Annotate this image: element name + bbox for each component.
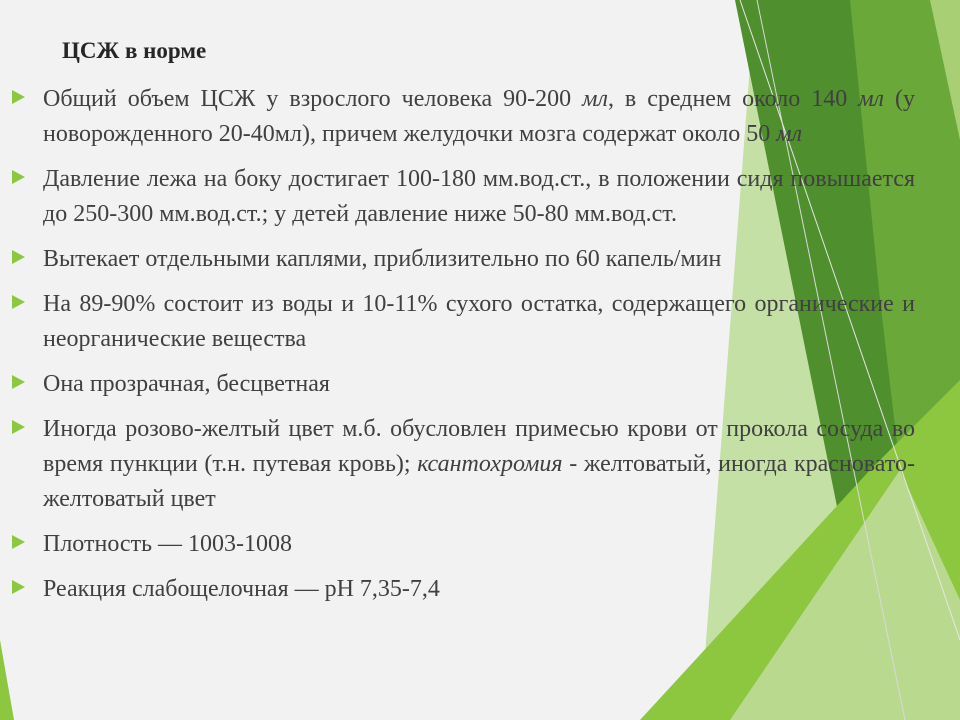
bullet-text-italic: мл xyxy=(858,86,885,112)
bullet-text xyxy=(43,82,915,152)
bullet-text-segment: (у новорожденного 20-40мл), причем желудочки мозга содержат около 50 xyxy=(43,86,916,147)
bullet-text-segment: - желтоватый, иногда красновато-желтоватый цвет xyxy=(43,451,915,512)
bullet-item xyxy=(0,287,915,357)
bullet-text xyxy=(43,412,915,517)
bullet-arrow-icon xyxy=(12,580,25,594)
bullet-item xyxy=(0,242,915,277)
bullet-text-segment: Вытекает отдельными каплями, приблизительно по 60 капель/мин xyxy=(43,246,722,272)
bullet-arrow-icon xyxy=(12,420,25,434)
bullet-item xyxy=(0,162,915,232)
bullet-text xyxy=(43,287,915,357)
bullet-item xyxy=(0,572,915,607)
bullet-arrow-icon xyxy=(12,535,25,549)
bullet-item xyxy=(0,367,915,402)
bullet-text-segment: На 89-90% состоит из воды и 10-11% сухого остатка, содержащего органические и неорганические вещества xyxy=(43,291,915,352)
bullet-text-segment: Общий объем ЦСЖ у взрослого человека 90-200 xyxy=(43,86,583,112)
bullet-arrow-icon xyxy=(12,250,25,264)
bullet-text-segment: Давление лежа на боку достигает 100-180 мм.вод.ст., в положении сидя повышается до 250-300 мм.вод.ст.; у детей давление ниже 50-80 мм.вод.ст. xyxy=(43,166,915,227)
bullet-text-segment: Она прозрачная, бесцветная xyxy=(43,371,330,397)
bullet-item xyxy=(0,82,915,152)
bullet-text xyxy=(43,242,915,277)
bullet-item xyxy=(0,412,915,517)
bullet-arrow-icon xyxy=(12,90,25,104)
bullet-text-italic: мл xyxy=(776,121,803,147)
bullet-text-italic: ксантохромия xyxy=(417,451,563,477)
bullet-text-segment: Реакция слабощелочная — рН 7,35-7,4 xyxy=(43,576,440,602)
left-green-wedge xyxy=(0,640,14,720)
bullet-text-segment: , в среднем около 140 xyxy=(607,86,859,112)
bullet-arrow-icon xyxy=(12,170,25,184)
bullet-text xyxy=(43,527,915,562)
slide-title: ЦСЖ в норме xyxy=(62,38,207,63)
bullet-text-segment: Плотность — 1003-1008 xyxy=(43,531,292,557)
bullet-text-segment: Иногда розово-желтый цвет м.б. обусловлен примесью крови от прокола сосуда во время пункции (т.н. путевая кровь); xyxy=(43,416,915,477)
bullet-item xyxy=(0,527,915,562)
bullet-text xyxy=(43,367,915,402)
bullet-arrow-icon xyxy=(12,375,25,389)
bullet-text-italic: мл xyxy=(582,86,608,112)
bullet-list xyxy=(0,82,960,617)
bullet-arrow-icon xyxy=(12,295,25,309)
bullet-text xyxy=(43,162,915,232)
bullet-text xyxy=(43,572,915,607)
